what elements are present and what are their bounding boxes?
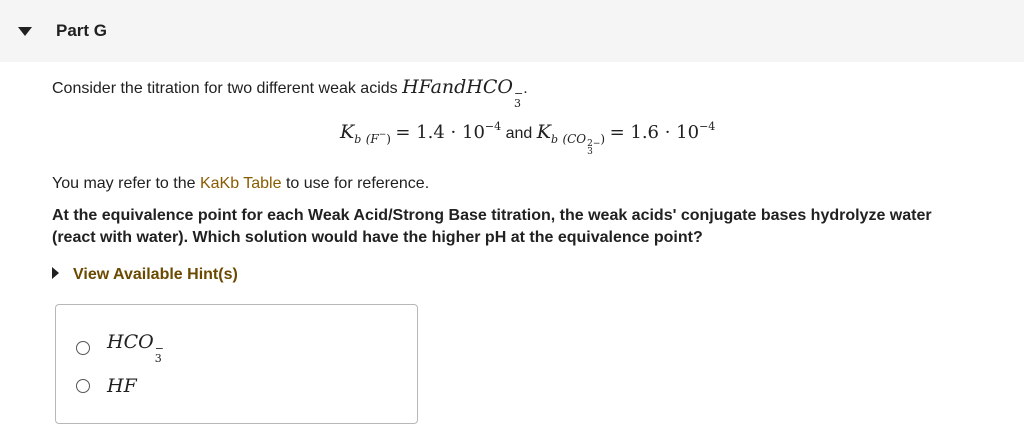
expand-arrow-icon: [52, 267, 59, 279]
intro-text: Consider the titration for two different weak acids: [52, 80, 398, 97]
kb-equation: $K_b$ $_{(F^-)} = 1.4 \cdot 10^{-4}$ and $K_b$ $_{(CO 2- 3 )} = 1.6 \cdot 10^{-4}$: [340, 120, 716, 157]
kb1-value: = 1.4 · 10: [395, 122, 485, 143]
view-hints-toggle[interactable]: [52, 266, 238, 284]
kb1-symbol: K: [340, 121, 355, 143]
kb2-value: = 1.6 · 10: [609, 122, 700, 143]
answer-choices: [55, 304, 418, 424]
question-intro: Consider the titration for two different weak acids HFandHCO − 3 .: [52, 76, 528, 110]
kb2-symbol: K: [536, 121, 551, 143]
option-formula: HF: [107, 375, 137, 397]
radio-button[interactable]: [76, 379, 90, 393]
intro-formula: HFandHCO − 3: [402, 76, 524, 110]
and-text: and: [505, 125, 533, 142]
part-header[interactable]: [0, 0, 1024, 62]
part-title: Part G: [56, 21, 108, 40]
option-hco3[interactable]: [76, 331, 164, 364]
kakb-table-link[interactable]: KaKb Table: [199, 175, 282, 192]
kb1-ion: (F−): [365, 130, 391, 146]
reference-line: You may refer to the KaKb Table to use for reference.: [52, 175, 430, 192]
option-formula: HCO − 3: [107, 331, 164, 365]
question-prompt-line-2: (react with water). Which solution would have the higher pH at the equivalence point?: [52, 229, 703, 246]
question-prompt-line-1: At the equivalence point for each Weak Acid/Strong Base titration, the weak acids' conjugate bases hydrolyze water: [52, 207, 932, 224]
kb2-ion: (CO 2− 3 ): [562, 132, 606, 157]
option-hf[interactable]: [76, 375, 137, 397]
hint-label: View Available Hint(s): [73, 266, 238, 283]
collapse-caret-icon[interactable]: [18, 27, 32, 36]
radio-button[interactable]: [76, 341, 90, 355]
